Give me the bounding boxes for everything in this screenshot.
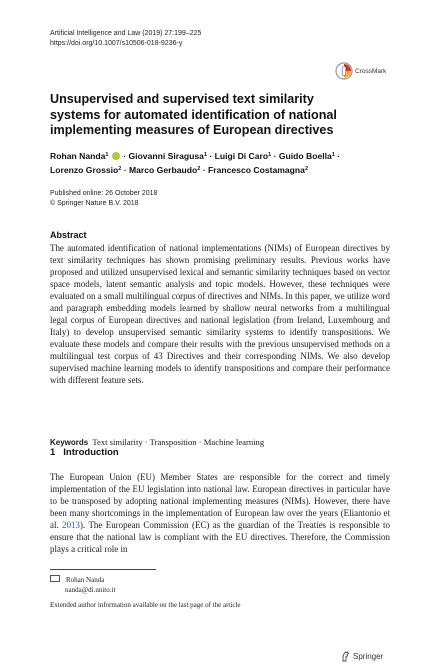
author-line-1: Rohan Nanda$^1$ · Giovanni Siragusa$^1$ · Luigi Di Caro$^1$ · Guido Boella$^1$ · [50,151,341,161]
author-line-2: Lorenzo Grossio$^2$ · Marco Gerbaudo$^2$ · Francesco Costamagna$^2$ [50,165,308,175]
keywords-line [50,437,264,447]
contact-email[interactable]: nanda@di.unito.it [65,586,116,594]
orcid-icon[interactable] [112,152,120,160]
abstract-heading: Abstract [50,230,87,240]
crossmark-label: CrossMark [355,68,387,75]
section-number: 1 [50,447,56,458]
crossmark-icon [335,62,353,80]
paper-title: Unsupervised and supervised text similarity systems for automated identification of national implementing measures of European directives [50,92,337,137]
publisher-logo [341,651,383,662]
keywords-label: Keywords [50,438,89,447]
author-name[interactable]: Luigi Di Caro [214,151,269,161]
envelope-icon [50,575,60,582]
doi-link[interactable]: https://doi.org/10.1007/s10506-018-9236-y [50,40,183,47]
section-title: Introduction [63,447,119,458]
author-name[interactable]: Francesco Costamagna [207,165,305,175]
introduction-text [50,471,390,555]
copyright-notice: © Springer Nature B.V. 2018 [50,200,139,207]
intro-text-part-2: ). The European Commission (EC) as the guardian of the Treaties is responsible to ensure that the national law is compliant with the EU directives. Therefore, the Commission plays a critical role in [50,520,390,554]
citation-link[interactable]: 2013 [62,520,80,530]
journal-header [50,29,201,49]
footnote-divider [50,569,156,570]
contact-name: Rohan Nanda [66,576,105,584]
section-heading [50,447,119,458]
author-name[interactable]: Rohan Nanda [50,151,106,161]
crossmark-badge[interactable] [335,62,393,84]
affiliation-sup: 1 [105,152,109,158]
intro-text-part-1: The European Union (EU) Member States are responsible for the correct and timely implementation of the EU legislation into national law. European directives in particular have to be transposed by adopting national implementing measures (NIMs). However, there have been many shortcomings in the implementation of European law over the years (Eliantonio et al. [50,472,390,530]
affiliation-sup: 1 [268,152,272,158]
publication-info [50,189,157,209]
author-name[interactable]: Guido Boella [278,151,332,161]
published-date: Published online: 26 October 2018 [50,190,158,197]
affiliation-sup: 2 [304,166,308,172]
author-name[interactable]: Lorenzo Grossio [50,165,119,175]
journal-citation: Artificial Intelligence and Law (2019) 27:199–225 [50,30,202,37]
contact-info [50,575,115,595]
affiliation-sup: 2 [197,166,201,172]
extended-author-info: Extended author information available on the last page of the article [50,601,241,609]
affiliation-sup: 2 [118,166,122,172]
publisher-name: Springer [353,652,384,661]
author-name[interactable]: Marco Gerbaudo [128,165,198,175]
abstract-text: The automated identification of national implementations (NIMs) of European directives by text similarity techniques has shown promising preliminary results. Previous works have proposed and utilized unsupervised lexical and semantic similarity techniques based on vector space models, latent semantic analysis and topic models. However, these techniques were evaluated on a small multilingual corpus of directives and NIMs. In this paper, we utilize word and paragraph embedding models learned by shallow neural networks from a multilingual legal corpus of European directives and national legislation (from Ireland, Luxembourg and Italy) to develop unsupervised semantic similarity systems to identify transpositions. We evaluate these models and compare their results with the previous unsupervised methods on a multilingual test corpus of 43 Directives and their corresponding NIMs. We also develop supervised machine learning models to identify transpositions and compare their performance with different feature sets. [50,243,390,385]
affiliation-sup: 1 [331,152,335,158]
author-name[interactable]: Giovanni Siragusa [128,151,204,161]
springer-horse-icon [341,651,350,662]
author-list [50,149,380,177]
affiliation-sup: 1 [203,152,208,158]
keywords-text: Text similarity · Transposition · Machine learning [92,437,265,447]
